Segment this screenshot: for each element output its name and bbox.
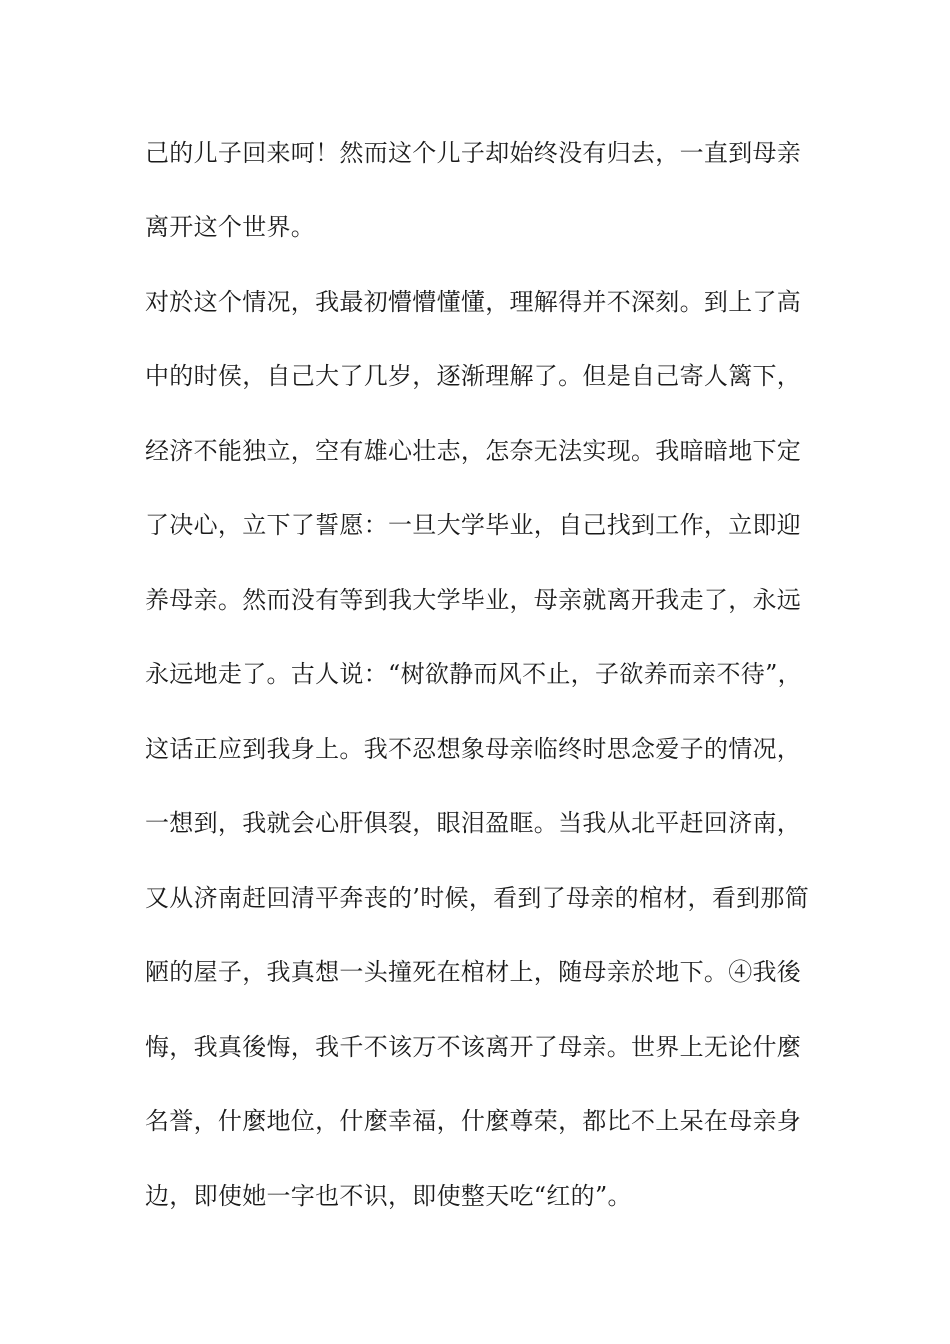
text-line: 养母亲。然而没有等到我大学毕业，母亲就离开我走了，永远	[145, 586, 802, 614]
text-line: 中的时侯，自己大了几岁，逐渐理解了。但是自己寄人篱下，	[145, 362, 802, 390]
text-line: 边，即使她一字也不识，即使整天吃“红的”。	[145, 1182, 632, 1210]
text-line: 永远地走了。古人说：“树欲静而风不止，子欲养而亲不待”，	[145, 660, 802, 688]
text-line: 又从济南赶回清平奔丧的’时候，看到了母亲的棺材，看到那简	[145, 884, 810, 912]
text-line: 离开这个世界。	[145, 213, 316, 241]
text-line: 了决心，立下了誓愿：一旦大学毕业，自己找到工作，立即迎	[145, 511, 802, 539]
text-line: 陋的屋子，我真想一头撞死在棺材上，随母亲於地下。④我後	[145, 958, 802, 986]
text-line: 己的儿子回来呵！然而这个儿子却始终没有归去，一直到母亲	[145, 139, 802, 167]
text-line: 名誉，什麼地位，什麼幸福，什麼尊荣，都比不上呆在母亲身	[145, 1107, 802, 1135]
text-line: 悔，我真後悔，我千不该万不该离开了母亲。世界上无论什麼	[145, 1033, 802, 1061]
text-line: 一想到，我就会心肝俱裂，眼泪盈眶。当我从北平赶回济南，	[145, 809, 802, 837]
text-line: 经济不能独立，空有雄心壮志，怎奈无法实现。我暗暗地下定	[145, 437, 802, 465]
text-line: 这话正应到我身上。我不忍想象母亲临终时思念爱子的情况，	[145, 735, 802, 763]
text-line: 对於这个情况，我最初懵懵懂懂，理解得并不深刻。到上了高	[145, 288, 802, 316]
